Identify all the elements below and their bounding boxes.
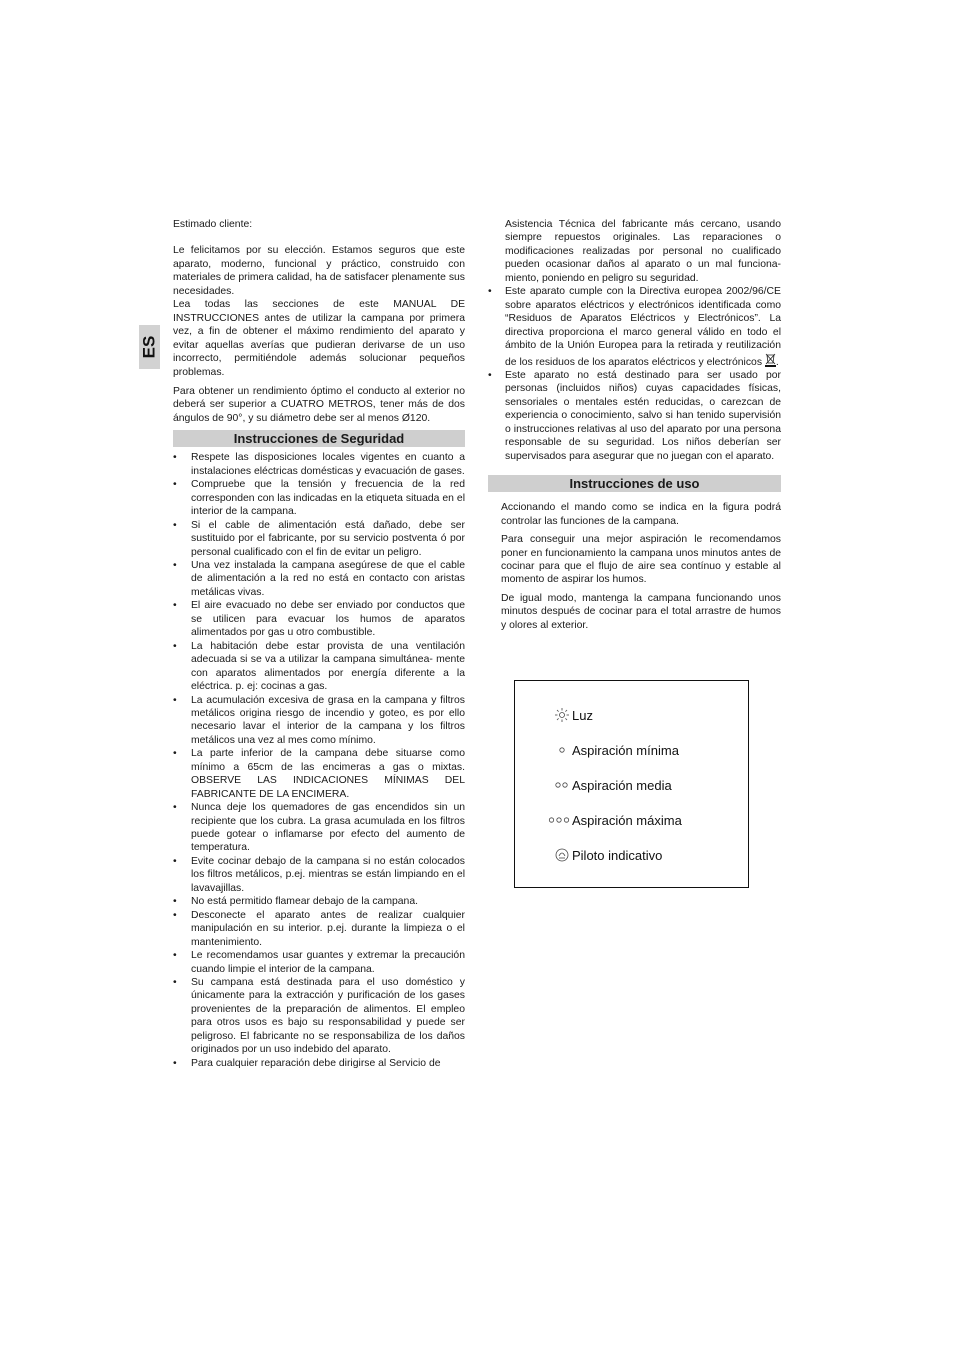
weee-bin-icon (765, 353, 776, 367)
intro-paragraph-1: Le felicitamos por su elección. Estamos seguros que este aparato, moderno, funcional y práctico, construido con materiales de primera calidad, ha de satisfacer plenamente sus necesidades. (173, 245, 465, 297)
panel-label-speed-3: Aspiración máxima (572, 812, 682, 828)
usage-paragraph-1: Accionando el mando como se indica en la figura podrá controlar las funciones de la campana. (501, 502, 781, 527)
panel-row-speed-1 (515, 740, 748, 760)
panel-label-pilot: Piloto indicativo (572, 847, 663, 863)
safety-item: • La habitación debe estar provista de una ventilación adecuada si se va a utilizar la campana simultánea- mente con aparatos alimentados por energía diferente a la eléctrica. p. ej: cocinas a gas. (173, 640, 465, 694)
usage-paragraph-3: De igual modo, mantenga la campana funcionando unos minutos después de cocinar para el total arrastre de humos y olores al exterior. (501, 592, 781, 631)
safety-item: • El aire evacuado no debe ser enviado por conductos que se utilicen para evacuar los humos de aparatos alimentados por gas u otro combustible. (173, 599, 465, 639)
safety-item: • Su campana está destinada para el uso doméstico y únicamente para la extracción y purificación de los gases provenientes de la preparación de alimentos. El empleo para otros usos es bajo su responsabilidad y puede ser peligroso. El fabricante no se responsabiliza de los daños originados por un uso indebido del aparato. (173, 976, 465, 1057)
safety-list (173, 451, 465, 1070)
intro-paragraph-3: Para obtener un rendimiento óptimo el conducto al exterior no deberá ser superior a CUATRO METROS, tener más de dos ángulos de 90°, y su diámetro debe ser al menos Ø120. (173, 385, 465, 424)
safety-item: • Para cualquier reparación debe dirigirse al Servicio de (173, 1057, 465, 1070)
safety-item: • Respete las disposiciones locales vigentes en cuanto a instalaciones eléctricas domésticas y evacuación de gases. (173, 451, 465, 478)
usage-paragraph-2: Para conseguir una mejor aspiración le recomendamos poner en funcionamiento la campana unos minutos antes de cocinar para que el flujo de aire sea contínuo y estable al momento de aspirar los humos. (501, 534, 781, 586)
safety-item: • Compruebe que la tensión y frecuencia de la red corresponden con las indicadas en la etiqueta situada en el interior de la campana. (173, 478, 465, 518)
safety-item: • Nunca deje los quemadores de gas encendidos sin un recipiente que los cubra. La grasa acumulada en los filtros puede gotear o inflamarse por efecto del aumento de temperatura. (173, 801, 465, 855)
speed-2-icon (554, 780, 570, 790)
safety-item: • Evite cocinar debajo de la campana si no están colocados los filtros metálicos, p.ej. mientras se están limpiando en el lavavajillas. (173, 855, 465, 895)
language-tab (139, 325, 160, 369)
safety-item: • Si el cable de alimentación está dañado, debe ser sustituido por el fabricante, por su servicio postventa ó por personal cualificado con el fin de evitar un peligro. (173, 519, 465, 559)
safety-item: • Una vez instalada la campana asegúrese de que el cable de alimentación a la red no está en contacto con aristas metálicas vivas. (173, 559, 465, 599)
usage-heading: Instrucciones de uso (488, 475, 781, 492)
left-column (173, 218, 465, 1070)
safety-item: • No está permitido flamear debajo de la campana. (173, 895, 465, 908)
panel-label-speed-2: Aspiración media (572, 777, 672, 793)
safety-item-weee: • Este aparato cumple con la Directiva europea 2002/96/CE sobre aparatos eléctricos y electrónicos identificada como “Residuos de Aparatos Eléctricos y Electrónicos”. La directiva proporciona el marco general válido en todo el ámbito de la Unión Europea para la retirada y reutilización de los residuos de los aparatos eléctricos y electrónicos . (488, 285, 781, 369)
panel-label-light: Luz (572, 707, 593, 723)
panel-label-speed-1: Aspiración mínima (572, 742, 679, 758)
panel-row-speed-3 (515, 810, 748, 830)
pilot-light-icon (554, 847, 570, 863)
safety-continuation: Asistencia Técnica del fabricante más cercano, usando siempre repuestos originales. Las reparaciones o modificaciones realizadas por personal no cualificado pueden ocasionar daños al aparato o un mal funciona- miento, poniendo en peligro su seguridad. (505, 219, 781, 284)
panel-row-pilot (515, 845, 748, 865)
safety-heading: Instrucciones de Seguridad (173, 430, 465, 447)
safety-item: • Este aparato no está destinado para ser usado por personas (incluidos niños) cuyas capacidades físicas, sensoriales o mentales estén reducidas, o carezcan de experiencia o conocimiento, salvo si han tenido supervisión o instrucciones relativas al uso del aparato por una persona responsable de su seguridad. Los niños deberían ser supervisados para asegurar que no juegan con el aparato. (488, 369, 781, 463)
safety-list-right (488, 285, 781, 463)
usage-section (488, 501, 781, 632)
safety-item: • La acumulación excesiva de grasa en la campana y filtros metálicos origina riesgo de incendio y goteo, es por ello necesario lavar el interior de la campana y los filtros metálicos una vez al mes como mínimo. (173, 694, 465, 748)
safety-item: • Desconecte el aparato antes de realizar cualquier manipulación en su interior. p.ej. durante la limpieza o el mantenimiento. (173, 909, 465, 949)
speed-1-icon (554, 745, 570, 755)
safety-item: • La parte inferior de la campana debe situarse como mínimo a 65cm de las encimeras a gas o mixtas. OBSERVE LAS INDICACIONES MÍNIMAS DEL FABRICANTE DE LA ENCIMERA. (173, 747, 465, 801)
safety-item: • Le recomendamos usar guantes y extremar la precaución cuando limpie el interior de la campana. (173, 949, 465, 976)
greeting: Estimado cliente: (173, 219, 253, 230)
panel-row-speed-2 (515, 775, 748, 795)
right-column (488, 218, 781, 632)
language-tab-label: ES (139, 335, 159, 359)
control-panel-figure (514, 680, 749, 888)
intro-paragraph-2: Lea todas las secciones de este MANUAL DE INSTRUCCIONES antes de utilizar la campana por primera vez, a fin de obtener el máximo rendimiento del aparato y evitar aquellas averías que pudieran derivarse de un uso incorrecto, permitiéndole además solucionar pequeños problemas. (173, 299, 465, 378)
speed-3-icon (548, 815, 570, 825)
light-icon (554, 707, 570, 723)
panel-row-light (515, 705, 748, 725)
safety-item-text: Este aparato cumple con la Directiva europea 2002/96/CE sobre aparatos eléctricos y electrónicos identificada como “Residuos de Aparatos Eléctricos y Electrónicos”. La directiva proporciona el marco general válido en todo el ámbito de la Unión Europea para la retirada y reutilización de los residuos de los aparatos eléctricos y electrónicos (505, 286, 781, 368)
